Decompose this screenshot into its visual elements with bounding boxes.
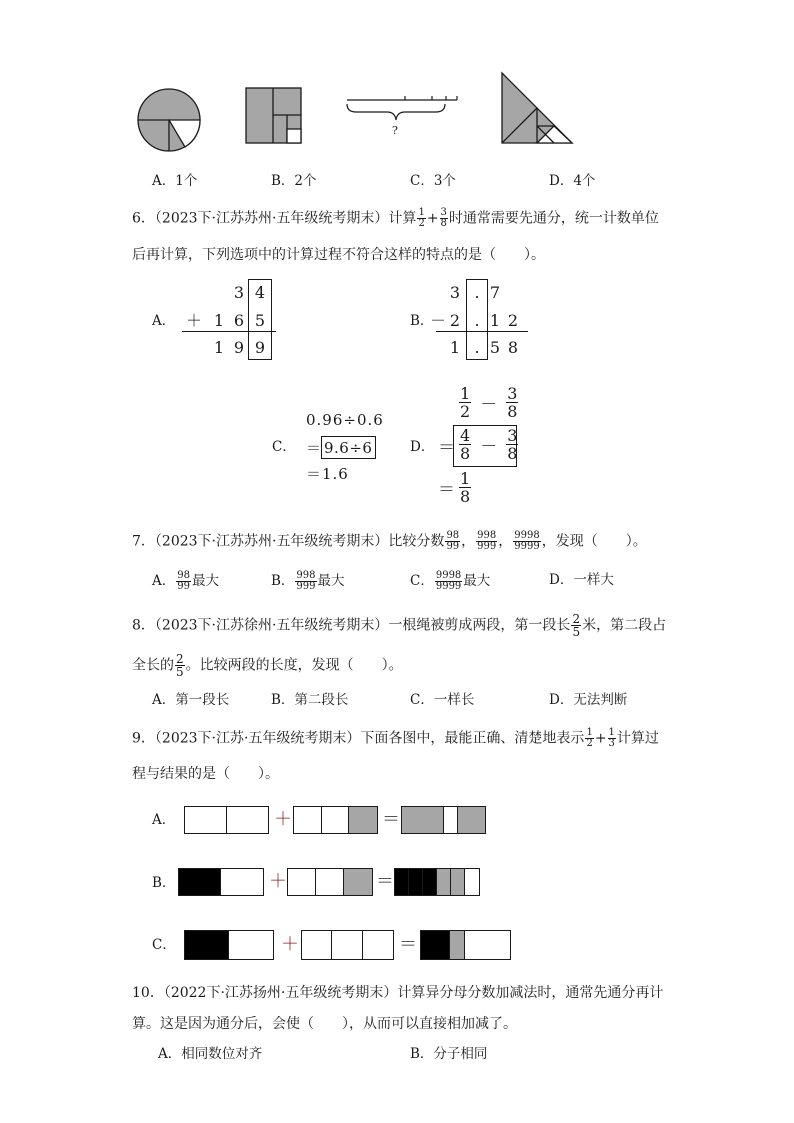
q6-b-digit: 3 [449,283,461,302]
q9-c-bar-thirds [301,930,394,960]
q8-option-c[interactable]: C．一样长 [410,692,475,708]
q8-option-b[interactable]: B．第二段长 [271,692,349,708]
q6-a-digit: 9 [254,338,266,357]
q9-a-bar-halves [184,806,269,834]
q6-c-line1: 0.96÷0.6 [306,411,384,429]
q6-d-eq2: ＝ [438,480,455,500]
q9-c-equals: ＝ [399,934,417,955]
q8-option-d[interactable]: D．无法判断 [549,692,628,708]
q5-option-c[interactable]: C．3个 [410,173,456,189]
q5-option-d[interactable]: D．4个 [549,173,596,189]
q6-b-digit: 5 [489,338,501,357]
q9-b-bar-thirds [287,868,373,896]
q6-a-digit: 9 [233,338,245,357]
square-figure [246,88,301,143]
q7-option-d[interactable]: D．一样大 [549,572,614,588]
triangle-figure [502,73,572,143]
q6-b-digit: . [474,283,480,302]
brace-figure [347,96,457,120]
q9-b-plus: ＋ [269,871,287,892]
q8-stem-line1: 8．（2023下·江苏徐州·五年级统考期末）一根绳被剪成两段，第一段长 $\frac{2}{5}$ 米，第二段占 [132,612,667,639]
q6-b-digit: 2 [507,311,519,330]
q6-a-plus: ＋ [185,311,202,330]
q6-source: 6．（2023下·江苏苏州·五年级统考期末）计算 [132,210,417,227]
q6-d-row2: $\frac{4}{8}$ － $\frac{3}{8}$ [460,426,518,463]
q8-option-a[interactable]: A．第一段长 [152,692,230,708]
q5-figures [0,60,794,160]
brace-question-mark: ? [392,124,398,137]
q9-option-c-label[interactable]: C． [152,937,176,953]
q6-c-line3: ＝1.6 [306,465,349,483]
q9-stem-line1: 9．（2023下·江苏·五年级统考期末）下面各图中，最能正确、清楚地表示 $\frac{1}{2}$ + $\frac{1}{3}$ 计算过 [132,727,659,749]
q7-stem: 7．（2023下·江苏苏州·五年级统考期末）比较分数 $\frac{98}{99}$ ， $\frac{998}{999}$ ， $\frac{9998}{9999}$ ，发现（ ）。 [132,530,647,552]
q9-option-a-label[interactable]: A． [152,812,176,828]
q6-a-digit: 5 [254,311,266,330]
q6-b-digit: 8 [507,338,519,357]
q5-option-a[interactable]: A．1个 [152,173,198,189]
q6-c-eq: ＝ [306,439,322,457]
q6-option-d-label[interactable]: D． [410,439,435,455]
q6-d-row1: $\frac{1}{2}$ － $\frac{3}{8}$ [460,384,518,421]
q6-b-digit: 1 [489,311,501,330]
q6-option-c-label[interactable]: C． [272,439,296,455]
q6-a-digit: 3 [233,283,245,302]
q8-stem-line2: 全长的 $\frac{2}{5}$ 。比较两段的长度，发现（ ）。 [132,652,403,679]
q10-option-a[interactable]: A．相同数位对齐 [158,1046,263,1062]
q9-option-b-label[interactable]: B． [152,875,176,891]
q5-option-b[interactable]: B．2个 [271,173,317,189]
q6-b-digit: 7 [489,283,501,302]
q6-b-digit: . [474,311,480,330]
q6-d-eq1: ＝ [438,438,455,458]
q7-option-b[interactable]: B． $\frac{998}{999}$ 最大 [271,570,345,592]
q6-a-digit: 1 [213,338,225,357]
q9-b-equals: ＝ [376,871,394,892]
q6-c-line2: 9.6÷6 [324,439,373,457]
q8-source: 8．（2023下·江苏徐州·五年级统考期末）一根绳被剪成两段，第一段长 [132,617,571,634]
q9-a-equals: ＝ [382,809,400,830]
q6-a-digit: 4 [254,283,266,302]
q9-a-bar-thirds [293,806,378,834]
q9-stem-line2: 程与结果的是（ ）。 [132,766,279,782]
q9-b-bar-halves [178,868,264,896]
q9-source: 9．（2023下·江苏·五年级统考期末）下面各图中，最能正确、清楚地表示 [132,730,585,747]
q10-stem-line2: 算。这是因为通分后，会使（ ），从而可以直接相加减了。 [132,1016,517,1032]
q10-stem-line1: 10．（2022下·江苏扬州·五年级统考期末）计算异分母分数加减法时，通常先通分再计 [132,985,664,1001]
q6-rest: 时通常需要先通分，统一计数单位 [448,210,659,227]
q9-a-plus: ＋ [274,809,292,830]
q9-a-bar-result [401,806,486,834]
q9-c-plus: ＋ [281,934,299,955]
q6-b-minus: － [430,311,447,330]
q6-d-row3: $\frac{1}{8}$ [460,469,471,506]
q9-b-bar-result [394,868,480,896]
q6-b-diff-line [436,331,528,332]
q6-frac-2: $\frac{3}{8}$ [440,207,447,229]
q6-b-digit: 1 [449,338,461,357]
q6-a-digit: 1 [213,311,225,330]
q6-b-digit: . [474,338,480,357]
circle-figure [138,89,200,151]
q10-option-b[interactable]: B．分子相同 [410,1046,488,1062]
q6-a-digit: 6 [233,311,245,330]
q6-stem-line2: 后再计算，下列选项中的计算过程不符合这样的特点的是（ ）。 [132,247,545,263]
q6-stem-line1: 6．（2023下·江苏苏州·五年级统考期末）计算 $\frac{1}{2}$ + $\frac{3}{8}$ 时通常需要先通分，统一计数单位 [132,207,659,229]
q6-a-sum-line [182,331,276,332]
q9-c-bar-result [420,930,511,960]
q7-source: 7．（2023下·江苏苏州·五年级统考期末）比较分数 [132,533,445,550]
q6-option-a-label[interactable]: A． [152,313,176,329]
q6-option-b-label[interactable]: B． [410,313,434,329]
q6-frac-1: $\frac{1}{2}$ [418,207,425,229]
q7-option-a[interactable]: A． $\frac{98}{99}$ 最大 [152,570,219,592]
q7-option-c[interactable]: C． $\frac{9998}{9999}$ 最大 [410,570,491,592]
q6-b-digit: 2 [449,311,461,330]
q9-c-bar-halves [184,930,274,960]
